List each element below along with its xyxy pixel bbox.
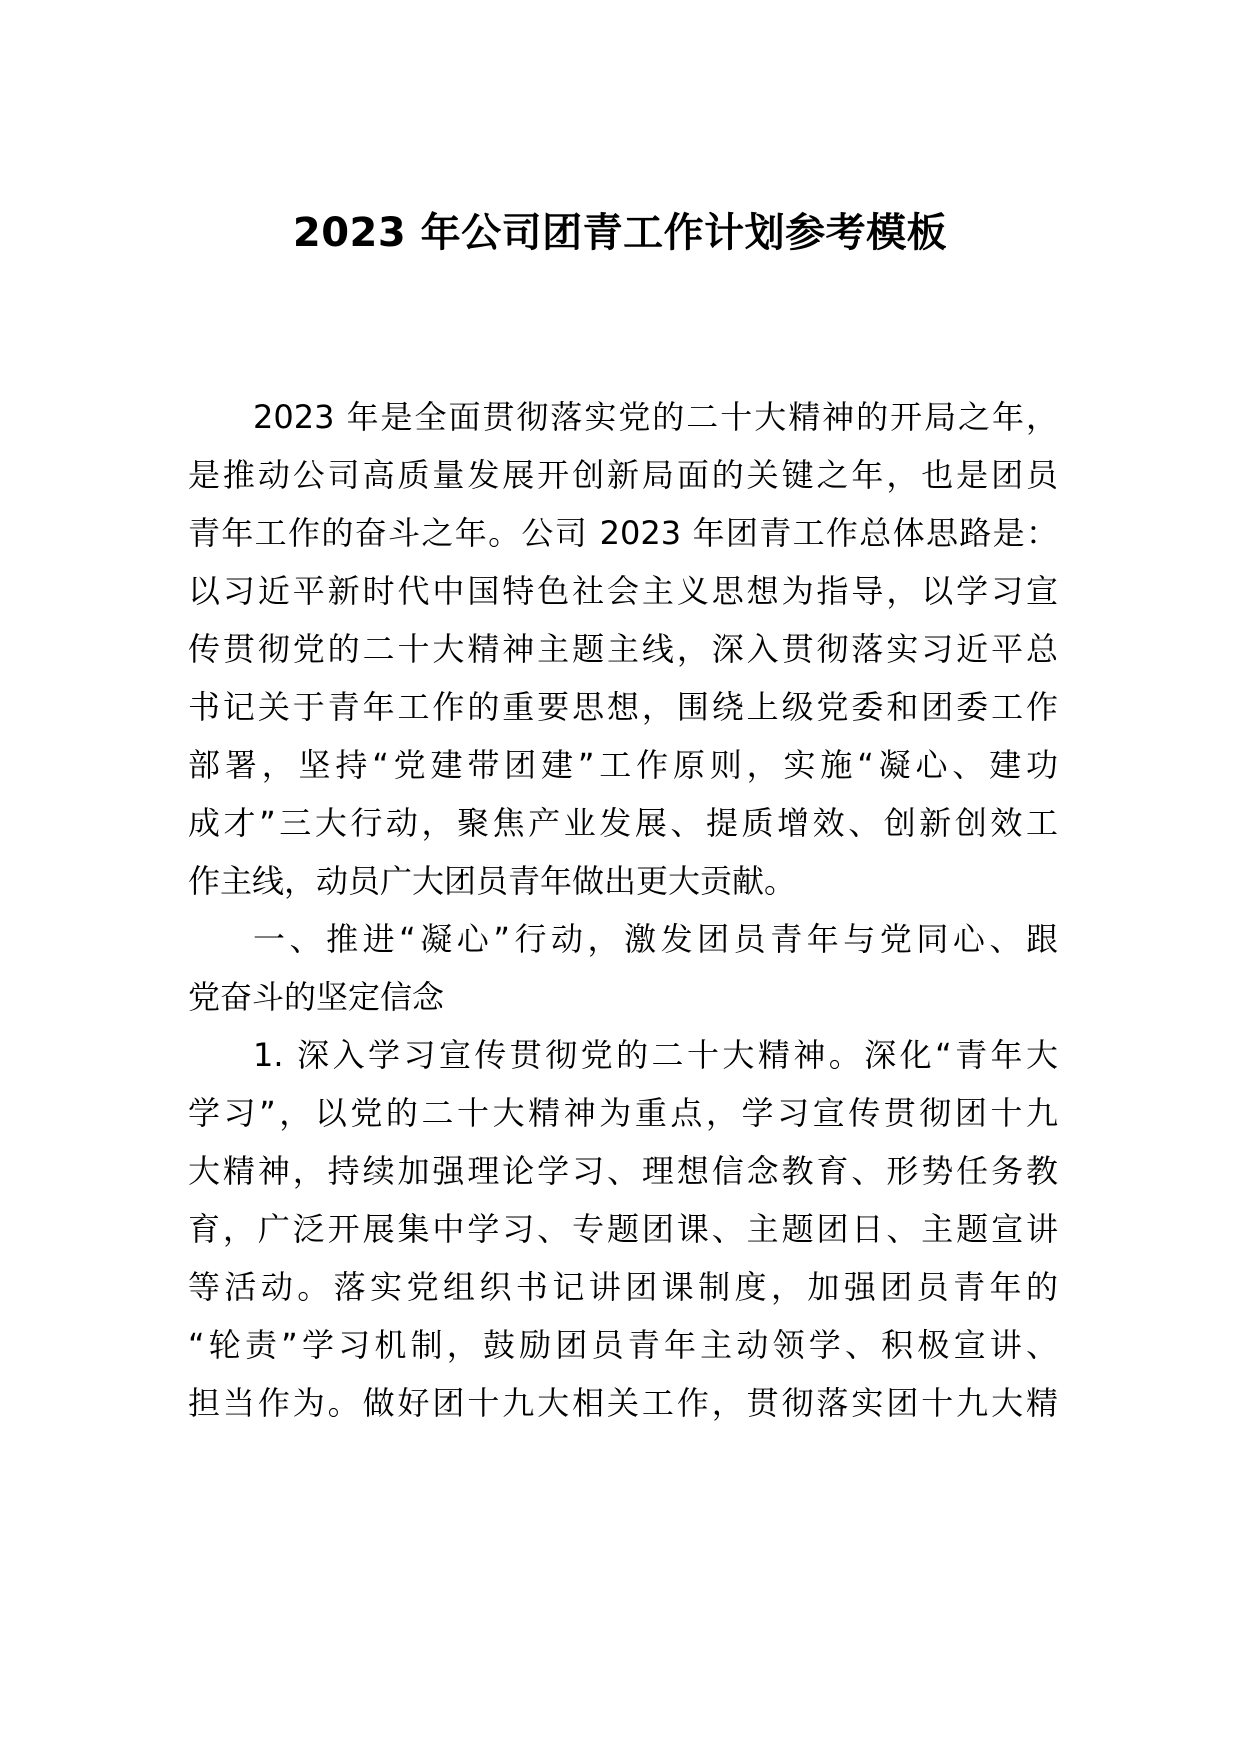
paragraph-line: 1. 深入学习宣传贯彻党的二十大精神。深化“青年大	[253, 1036, 1058, 1074]
section-heading-line: 党奋斗的坚定信念	[188, 978, 445, 1016]
document-title: 2023 年公司团青工作计划参考模板	[292, 210, 948, 256]
paragraph-line: 等活动。落实党组织书记讲团课制度，加强团员青年的	[188, 1268, 1058, 1306]
paragraph-line: 学习”，以党的二十大精神为重点，学习宣传贯彻团十九	[188, 1094, 1058, 1132]
paragraph-line: 书记关于青年工作的重要思想，围绕上级党委和团委工作	[188, 688, 1058, 726]
paragraph-line: 青年工作的奋斗之年。公司 2023 年团青工作总体思路是：	[188, 514, 1058, 552]
section-heading-line: 一、推进“凝心”行动，激发团员青年与党同心、跟	[253, 920, 1058, 958]
paragraph-line: 传贯彻党的二十大精神主题主线，深入贯彻落实习近平总	[188, 630, 1058, 668]
paragraph-line: 成才”三大行动，聚焦产业发展、提质增效、创新创效工	[188, 804, 1058, 842]
paragraph-line: 2023 年是全面贯彻落实党的二十大精神的开局之年，	[253, 398, 1058, 436]
paragraph-line: 担当作为。做好团十九大相关工作，贯彻落实团十九大精	[188, 1384, 1058, 1422]
paragraph-line: 作主线，动员广大团员青年做出更大贡献。	[188, 862, 797, 900]
paragraph-line: “轮责”学习机制，鼓励团员青年主动领学、积极宣讲、	[188, 1326, 1058, 1364]
paragraph-line: 育，广泛开展集中学习、专题团课、主题团日、主题宣讲	[188, 1210, 1058, 1248]
paragraph-line: 大精神，持续加强理论学习、理想信念教育、形势任务教	[188, 1152, 1058, 1190]
paragraph-line: 以习近平新时代中国特色社会主义思想为指导，以学习宣	[188, 572, 1058, 610]
paragraph-line: 是推动公司高质量发展开创新局面的关键之年，也是团员	[188, 456, 1058, 494]
paragraph-line: 部署，坚持“党建带团建”工作原则，实施“凝心、建功	[188, 746, 1058, 784]
